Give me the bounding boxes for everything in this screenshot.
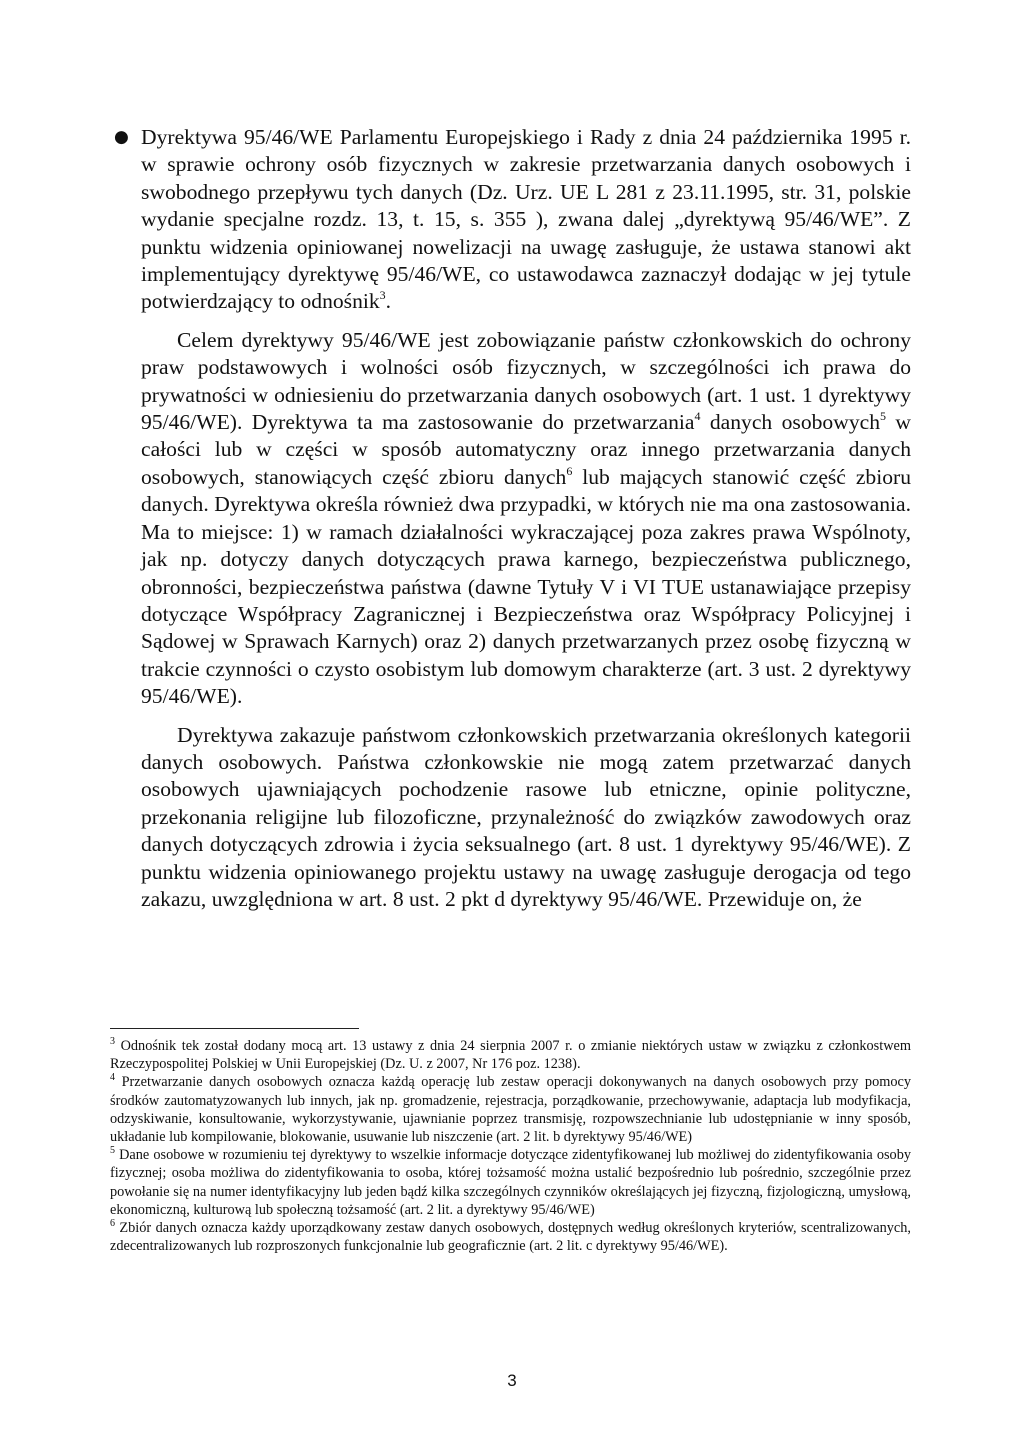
footnote-number: 6 (110, 1218, 115, 1230)
footnote-5 (110, 1146, 911, 1219)
footnote-4 (110, 1073, 911, 1146)
footnote-number: 5 (110, 1145, 115, 1157)
footnote-number: 3 (110, 1036, 115, 1047)
footnote-text: Odnośnik tek został dodany mocą art. 13 ustawy z dnia 24 sierpnia 2007 r. o zmianie niektórych ustaw w związku z członkostwem Rzeczypospolitej Polskiej w Unii Europejskiej (Dz. U. z 2007, Nr 176 poz. 1238). (110, 1038, 911, 1073)
paragraph-directive-purpose (141, 327, 911, 711)
footnote-ref-6[interactable]: 6 (566, 463, 573, 478)
footnote-text: Dane osobowe w rozumieniu tej dyrektywy to wszelkie informacje dotyczące zidentyfikowanej lub możliwej do zidentyfikowania osoby fizycznej; osoba możliwa do zidentyfikowania to osoba, której tożsamość można ustalić bezpośrednio lub pośrednio, szczególnie przez powołanie się na numer identyfikacyjny lub jeden bądź kilka szczególnych czynników określających jej fizyczną, fizjologiczną, umysłową, ekonomiczną, kulturową lub społeczną tożsamość (art. 2 lit. a dyrektywy 95/46/WE) (110, 1147, 911, 1218)
paragraph-2-part-4: lub mających stanowić część zbioru danych. Dyrektywa określa również dwa przypadki, w których nie ma ona zastosowania. Ma to miejsce: 1) w ramach działalności wykraczającej poza zakres prawa Wspólnoty, jak np. dotyczy danych dotyczących prawa karnego, bezpieczeństwa publicznego, obronności, bezpieczeństwa państwa (dawne Tytuły V i VI TUE ustanawiające przepisy dotyczące Współpracy Zagranicznej i Bezpieczeństwa oraz Współpracy Policyjnej i Sądowej w Sprawach Karnych) oraz 2) danych przetwarzanych przez osobę fizyczną w trakcie czynności o czysto osobistym lub domowym charakterze (art. 3 ust. 2 dyrektywy 95/46/WE). (141, 464, 911, 709)
footnotes-section (110, 1037, 911, 1255)
footnote-ref-3[interactable]: 3 (379, 288, 386, 303)
paragraph-2-part-2: danych osobowych (700, 410, 880, 435)
paragraph-data-categories: Dyrektywa zakazuje państwom członkowskich przetwarzania określonych kategorii danych osobowych. Państwa członkowskie nie mogą zatem przetwarzać danych osobowych ujawniających pochodzenie rasowe lub etniczne, opinie polityczne, przekonania religijne lub filozoficzne, przynależność do związków zawodowych oraz danych dotyczących zdrowia i życia seksualnego (art. 8 ust. 1 dyrektywy 95/46/WE). Z punktu widzenia opiniowanego projektu ustawy na uwagę zasługuje derogacja od tego zakazu, uwzględniona w art. 8 ust. 2 pkt d dyrektywy 95/46/WE. Przewiduje on, że (141, 722, 911, 911)
footnote-ref-4[interactable]: 4 (694, 409, 701, 424)
body-text (114, 124, 911, 913)
footnote-text: Przetwarzanie danych osobowych oznacza każdą operację lub zestaw operacji dokonywanych na danych osobowych przy pomocy środków zautomatyzowanych lub innych, jak np. gromadzenie, rejestracja, porządkowanie, przechowywanie, adaptacja lub modyfikacja, odzyskiwanie, konsultowanie, wykorzystywanie, ujawnianie poprzez transmisję, rozpowszechnianie lub udostępnianie w inny sposób, układanie lub kompilowanie, blokowanie, usuwanie lub niszczenie (art. 2 lit. b dyrektywy 95/46/WE) (110, 1074, 911, 1146)
footnote-number: 4 (110, 1072, 115, 1084)
bullet-icon: ● (114, 127, 129, 147)
paragraph-2-part-1: Celem dyrektywy 95/46/WE jest zobowiązanie państw członkowskich do ochrony praw podstawowych i wolności osób fizycznych, w szczególności ich prawa do prywatności w odniesieniu do przetwarzania danych osobowych (art. 1 ust. 1 dyrektywy 95/46/WE). Dyrektywa ta ma zastosowanie do przetwarzania (141, 327, 911, 435)
bullet-text-part-1: Dyrektywa 95/46/WE Parlamentu Europejskiego i Rady z dnia 24 października 1995 r. w sprawie ochrony osób fizycznych w zakresie przetwarzania danych osobowych i swobodnego przepływu tych danych (Dz. Urz. UE L 281 z 23.11.1995, str. 31, polskie wydanie specjalne rozdz. 13, t. 15, s. 355 ), zwana dalej „dyrektywą 95/46/WE”. Z punktu widzenia opiniowanej nowelizacji na uwagę zasługuje, że ustawa stanowi akt implementujący dyrektywę 95/46/WE, co ustawodawca zaznaczył dodając w jej tytule potwierdzający to odnośnik (141, 125, 911, 314)
footnote-ref-5[interactable]: 5 (880, 409, 886, 424)
footnote-3 (110, 1037, 911, 1073)
page-number: 3 (507, 1371, 517, 1390)
footnote-text: Zbiór danych oznacza każdy uporządkowany zestaw danych osobowych, dostępnych według określonych kryteriów, scentralizowanych, zdecentralizowanych lub rozproszonych funkcjonalnie lub geograficznie (art. 2 lit. c dyrektywy 95/46/WE). (110, 1220, 911, 1255)
footnote-separator (110, 1028, 359, 1029)
footnote-6 (110, 1219, 911, 1255)
bullet-list-item (114, 124, 911, 316)
paragraph-2-part-3: w całości lub w części w sposób automatyczny oraz innego przetwarzania danych osobowych, stanowiących część zbioru danych (141, 410, 911, 489)
bullet-text-part-2: . (385, 289, 392, 314)
